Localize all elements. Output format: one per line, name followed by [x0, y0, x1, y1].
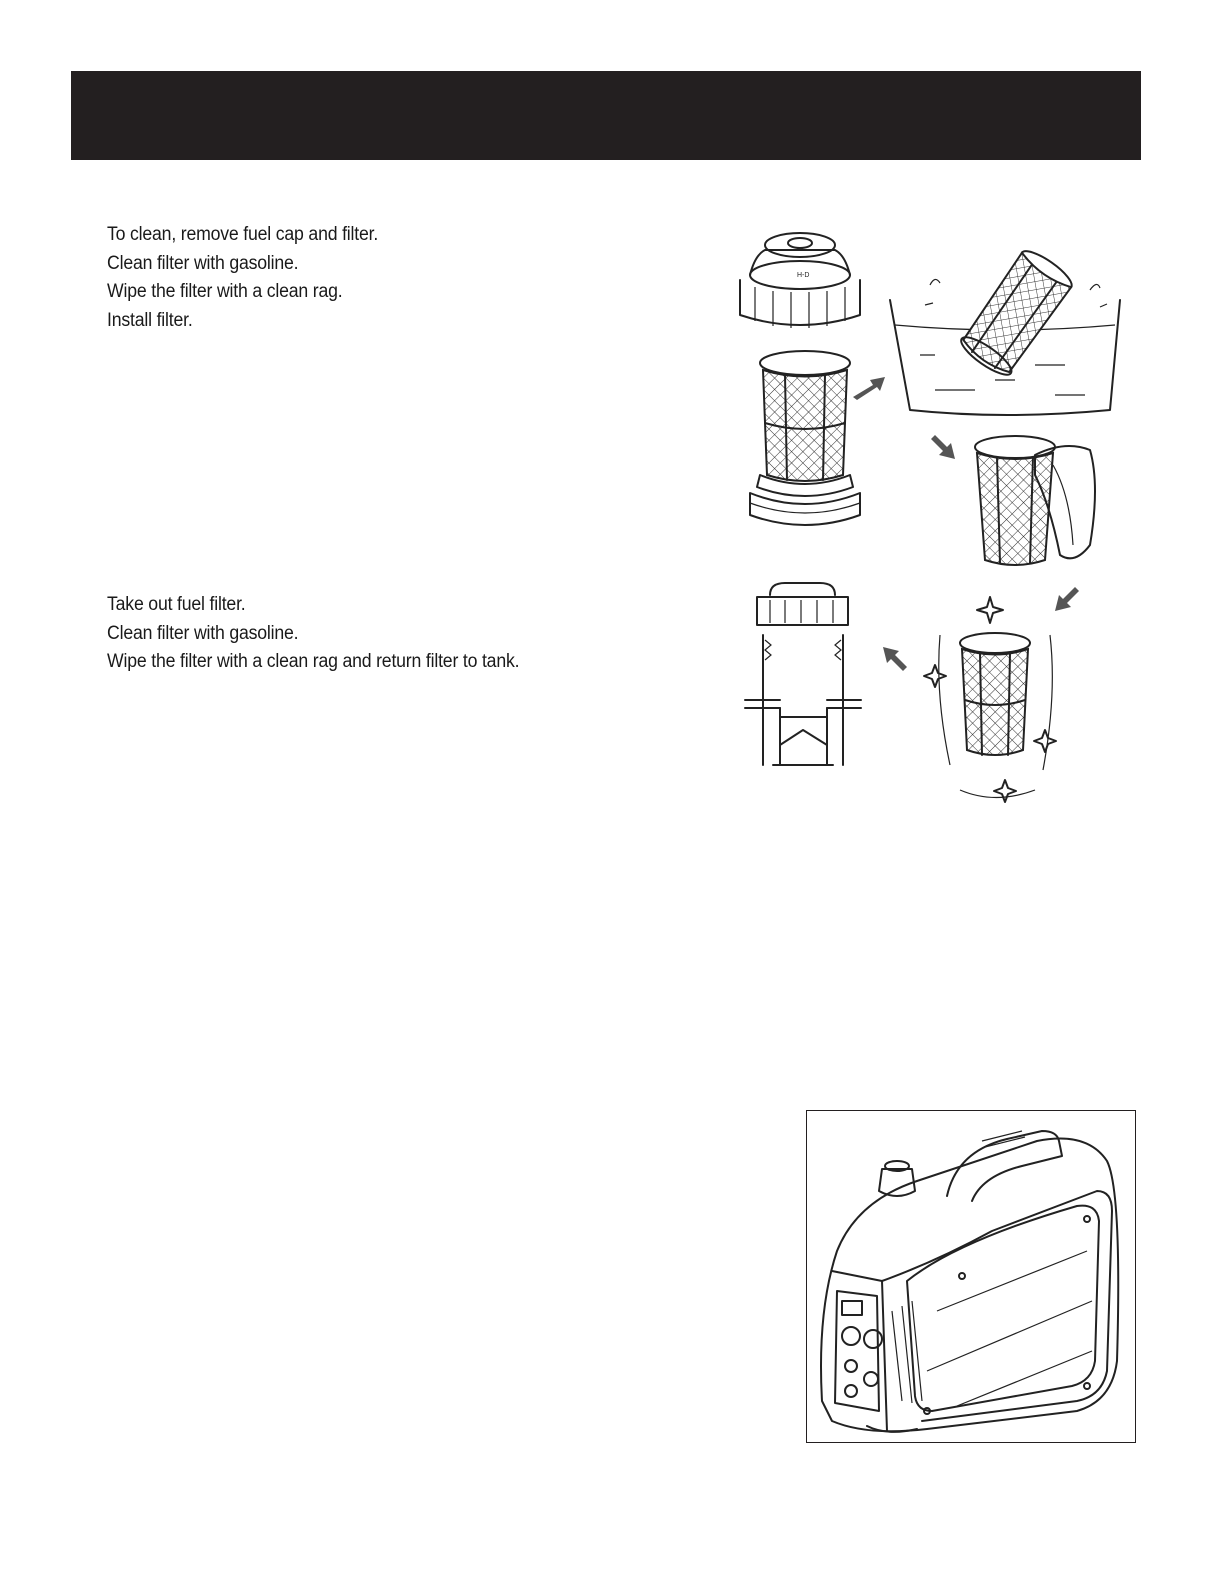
fuel-filter-cleaning-figure — [735, 225, 1135, 815]
step-item: Take out fuel filter. — [107, 594, 246, 615]
svg-text:H-D: H-D — [797, 272, 810, 279]
filter-in-tank-icon — [745, 583, 861, 765]
generator-figure — [806, 1110, 1136, 1443]
step-item: To clean, remove fuel cap and filter. — [107, 224, 379, 245]
inverter-generator-icon — [807, 1111, 1135, 1442]
step-item: Clean filter with gasoline. — [107, 252, 299, 274]
fuel-cap-filter-steps — [107, 221, 399, 335]
step-item: Wipe the filter with a clean rag and return filter to tank. — [107, 651, 520, 672]
arrow-icon — [1055, 587, 1079, 611]
fuel-filter-steps — [107, 591, 550, 677]
step-item: Install filter. — [107, 309, 193, 331]
clean-filter-icon — [924, 597, 1056, 802]
fuel-cap-icon — [740, 233, 860, 328]
fuel-filter-cleaning-icon — [735, 225, 1135, 815]
filter-with-base-icon — [750, 351, 860, 525]
arrow-icon — [853, 377, 885, 400]
step-item: Wipe the filter with a clean rag. — [107, 281, 343, 302]
step-item: Clean filter with gasoline. — [107, 622, 299, 644]
arrow-icon — [931, 435, 955, 459]
arrow-icon — [883, 647, 907, 671]
header-bar — [71, 71, 1141, 160]
gasoline-basin-icon — [890, 245, 1120, 415]
filter-with-rag-icon — [975, 436, 1095, 565]
